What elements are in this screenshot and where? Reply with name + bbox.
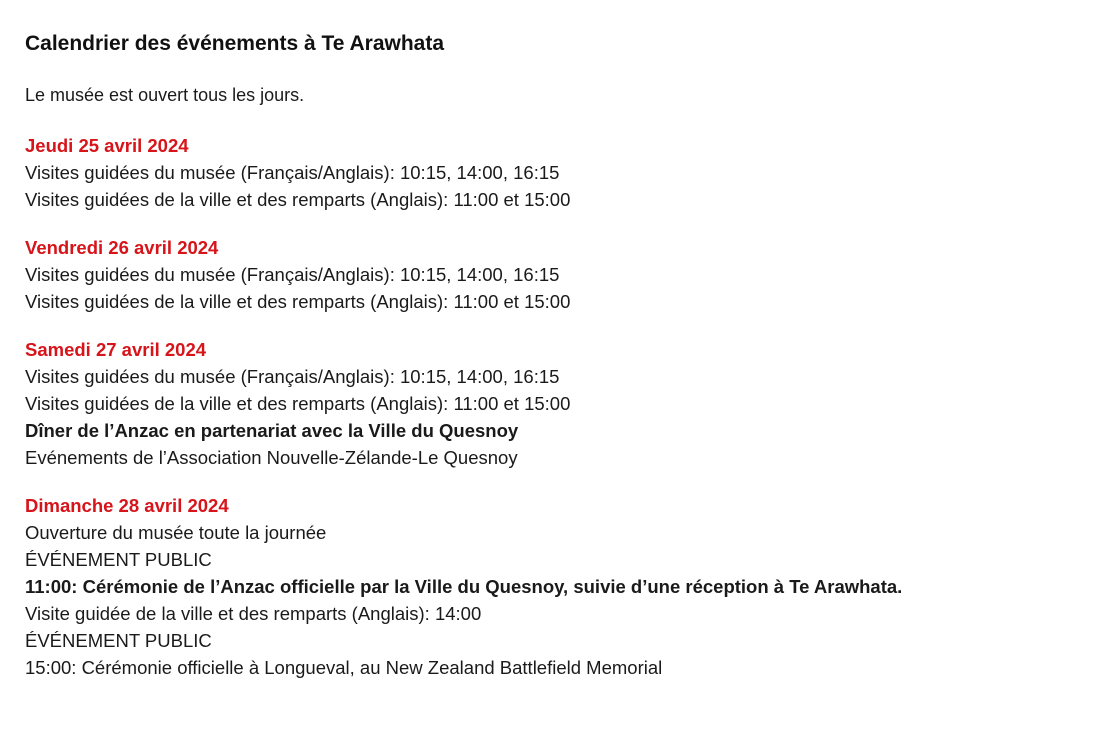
page-title: Calendrier des événements à Te Arawhata [25, 32, 445, 55]
day-heading: Vendredi 26 avril 2024 [25, 237, 219, 258]
event-line: Visites guidées du musée (Français/Anglais): 10:15, 14:00, 16:15 [25, 162, 560, 183]
event-line-highlight: 11:00: Cérémonie de l’Anzac officielle par la Ville du Quesnoy, suivie d’une réception à Te Arawhata. [25, 576, 903, 597]
day-section [25, 492, 1075, 681]
event-line: Visites guidées du musée (Français/Anglais): 10:15, 14:00, 16:15 [25, 366, 560, 387]
event-line: Visites guidées de la ville et des remparts (Anglais): 11:00 et 15:00 [25, 393, 571, 414]
event-line: Visites guidées de la ville et des remparts (Anglais): 11:00 et 15:00 [25, 189, 571, 210]
public-event-label: ÉVÉNEMENT PUBLIC [25, 549, 212, 570]
day-heading: Dimanche 28 avril 2024 [25, 495, 229, 516]
event-line: Visites guidées de la ville et des remparts (Anglais): 11:00 et 15:00 [25, 291, 571, 312]
day-heading: Samedi 27 avril 2024 [25, 339, 207, 360]
day-section [25, 132, 1075, 213]
event-line: 15:00: Cérémonie officielle à Longueval, au New Zealand Battlefield Memorial [25, 657, 663, 678]
event-line: Evénements de l’Association Nouvelle-Zélande-Le Quesnoy [25, 447, 518, 468]
event-line: Ouverture du musée toute la journée [25, 522, 327, 543]
event-line: Visite guidée de la ville et des remparts (Anglais): 14:00 [25, 603, 482, 624]
opening-hours-note: Le musée est ouvert tous les jours. [25, 85, 305, 105]
event-line-highlight: Dîner de l’Anzac en partenariat avec la Ville du Quesnoy [25, 420, 519, 441]
day-section [25, 336, 1075, 471]
day-section [25, 234, 1075, 315]
day-heading: Jeudi 25 avril 2024 [25, 135, 189, 156]
event-line: Visites guidées du musée (Français/Anglais): 10:15, 14:00, 16:15 [25, 264, 560, 285]
public-event-label: ÉVÉNEMENT PUBLIC [25, 630, 212, 651]
